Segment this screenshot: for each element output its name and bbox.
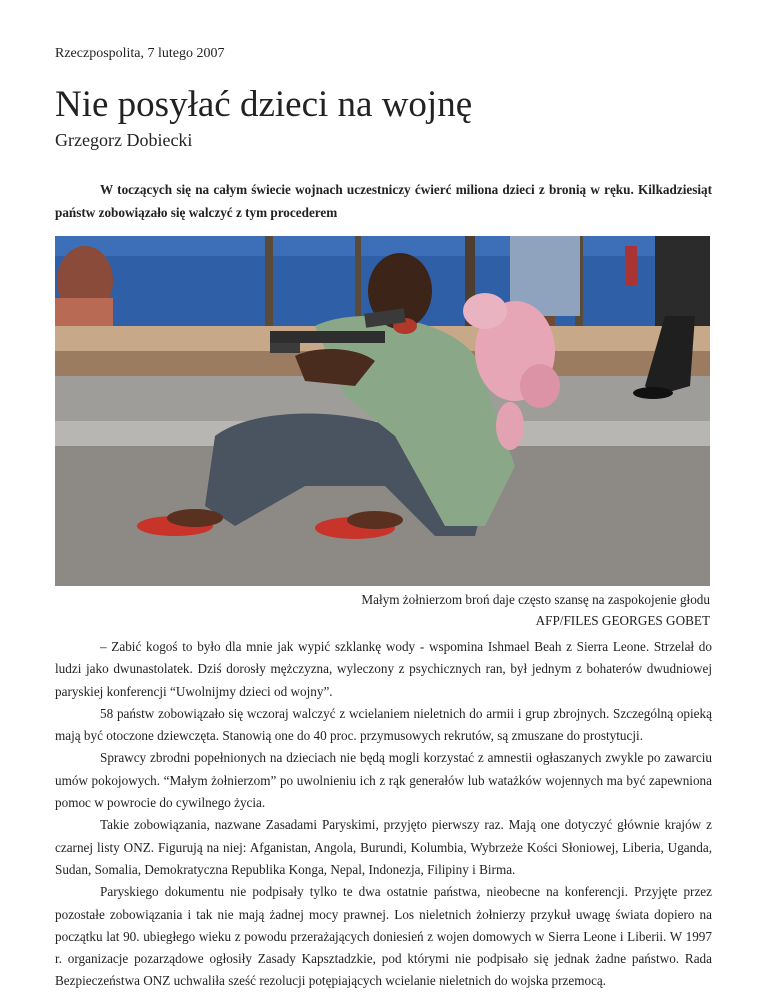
article-photo — [55, 236, 710, 586]
body-paragraph: Sprawcy zbrodni popełnionych na dzieciach nie będą mogli korzystać z amnestii ogłaszanych zwykle po zawarciu umów pokojowych. “Małym żołnierzom” po uwolnieniu ich z rąk generałów lub watażków wojennych ma być zapewniona pomoc w powrocie do cywilnego życia. — [55, 750, 712, 811]
article-body — [55, 636, 712, 993]
source-line: Rzeczpospolita, 7 lutego 2007 — [55, 46, 225, 61]
headline: Nie posyłać dzieci na wojnę — [55, 84, 473, 125]
body-paragraph: Paryskiego dokumentu nie podpisały tylko te dwa ostatnie państwa, nieobecne na konferencji. Przyjęte przez pozostałe zobowiązania i tak nie mają żadnej mocy prawnej. Los nieletnich żołnierzy przykuł uwagę świata dopiero na początku lat 90. ubiegłego wieku z powodu przerażających doniesień z wojen domowych w Sierra Leone i Liberii. W 1997 r. organizacje pozarządowe ogłosiły Zasady Kapsztadzkie, pod którymi nie podpisało się jednak żadne państwo. Rada Bezpieczeństwa ONZ uchwaliła sześć rezolucji potępiających wcielanie nieletnich do wojska przemocą. — [55, 884, 712, 989]
author-byline: Grzegorz Dobiecki — [55, 130, 193, 150]
photo-caption-block — [361, 589, 710, 631]
lead-paragraph: W toczących się na całym świecie wojnach uczestniczy ćwierć miliona dzieci z bronią w ręku. Kilkadziesiąt państw zobowiązało się walczyć z tym procederem — [55, 182, 712, 220]
photo-caption: Małym żołnierzom broń daje często szansę na zaspokojenie głodu — [361, 592, 710, 607]
photo-credit: AFP/FILES GEORGES GOBET — [535, 613, 710, 628]
body-paragraph: 58 państw zobowiązało się wczoraj walczyć z wcielaniem nieletnich do armii i grup zbrojnych. Szczególną opieką mają być otoczone dziewczęta. Stanowią one do 40 proc. przymusowych rekrutów, są zmuszane do prostytucji. — [55, 705, 712, 744]
body-paragraph: Takie zobowiązania, nazwane Zasadami Paryskimi, przyjęto pierwszy raz. Mają one dotyczyć głównie krajów z czarnej listy ONZ. Figurują na niej: Afganistan, Angola, Burundi, Kolumbia, Wybrzeże Kości Słoniowej, Liberia, Uganda, Sudan, Somalia, Demokratyczna Republika Konga, Nepal, Indonezja, Filipiny i Birma. — [55, 817, 712, 877]
body-paragraph: – Zabić kogoś to było dla mnie jak wypić szklankę wody - wspomina Ishmael Beah z Sierra Leone. Strzelał do ludzi jako dwunastolatek. Dziś dorosły mężczyzna, wyleczony z psychicznych ran, był jednym z bohaterów dwudniowej paryskiej konferencji “Uwolnijmy dzieci od wojny”. — [55, 639, 712, 699]
